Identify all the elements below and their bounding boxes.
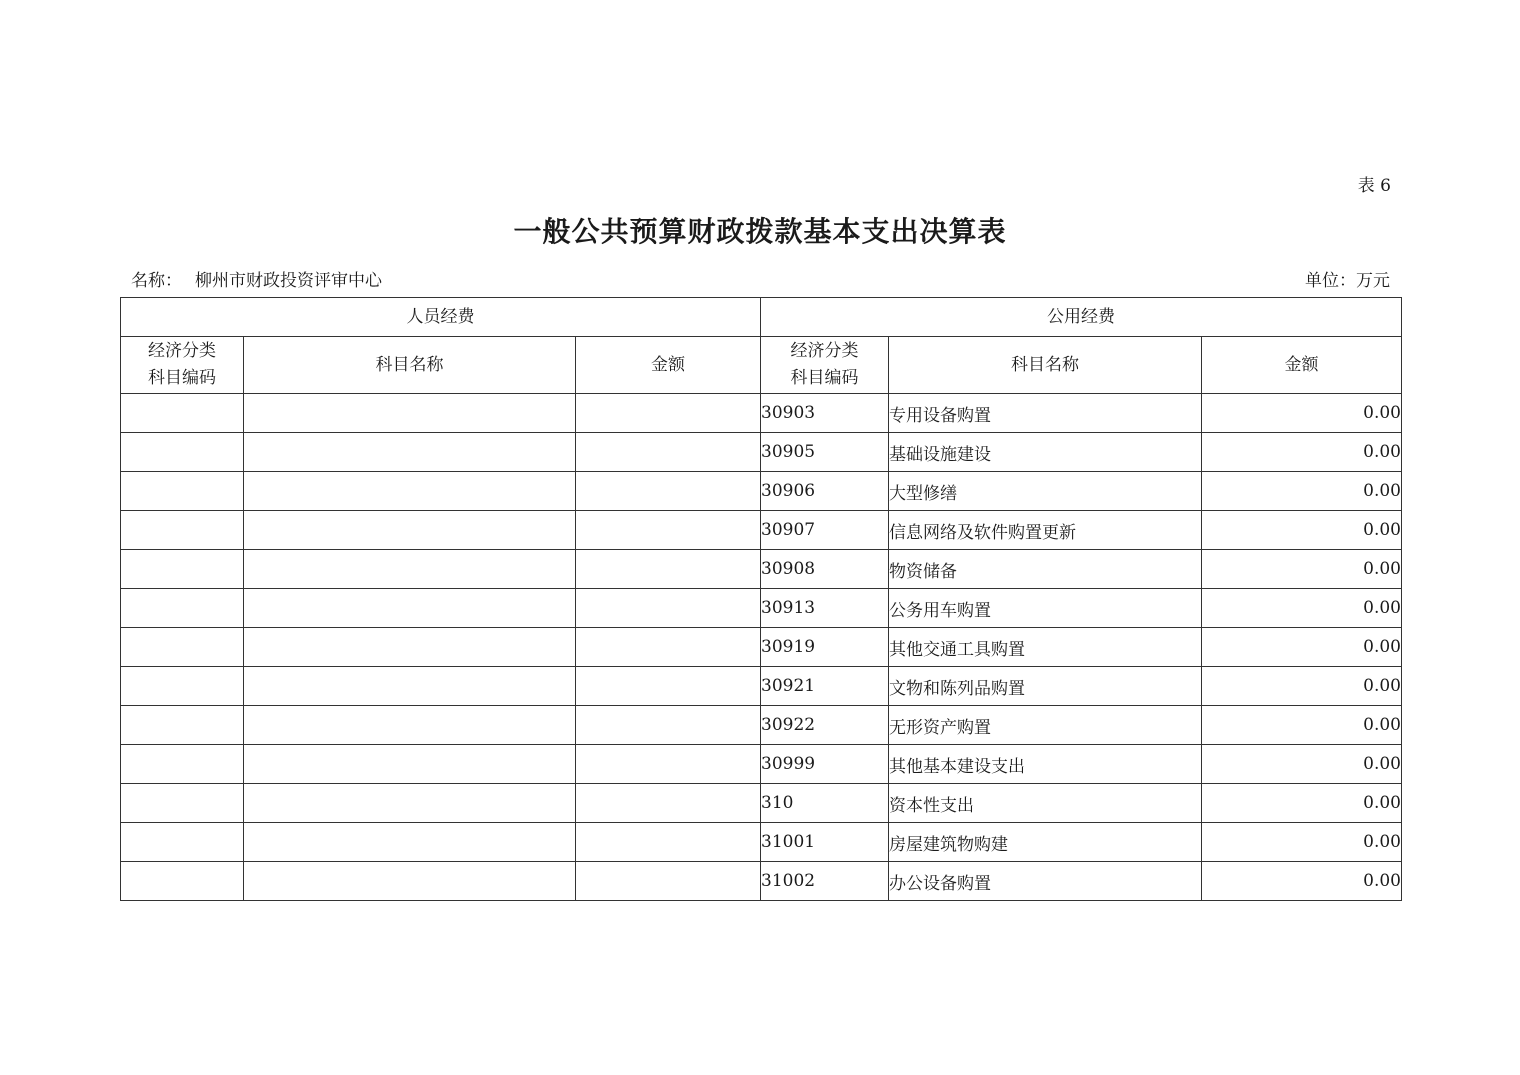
code-cell: 31001	[761, 823, 889, 862]
amount-cell: 0.00	[1202, 472, 1402, 511]
left-code-cell	[121, 511, 244, 550]
amount-cell: 0.00	[1202, 823, 1402, 862]
left-code-cell	[121, 823, 244, 862]
name-cell: 公务用车购置	[889, 589, 1202, 628]
right-code-header	[761, 337, 889, 394]
left-code-cell	[121, 394, 244, 433]
left-code-header-line1: 经济分类	[148, 341, 216, 361]
left-code-cell	[121, 706, 244, 745]
name-cell: 信息网络及软件购置更新	[889, 511, 1202, 550]
amount-cell: 0.00	[1202, 394, 1402, 433]
name-cell: 无形资产购置	[889, 706, 1202, 745]
amount-cell: 0.00	[1202, 706, 1402, 745]
left-code-cell	[121, 433, 244, 472]
table-row	[121, 472, 1402, 511]
name-cell: 办公设备购置	[889, 862, 1202, 901]
table-row	[121, 511, 1402, 550]
table-row	[121, 550, 1402, 589]
left-amount-cell	[576, 667, 761, 706]
left-amount-cell	[576, 628, 761, 667]
amount-cell: 0.00	[1202, 628, 1402, 667]
table-row	[121, 745, 1402, 784]
left-name-cell	[244, 472, 576, 511]
table-row	[121, 706, 1402, 745]
left-name-cell	[244, 862, 576, 901]
left-name-cell	[244, 511, 576, 550]
code-cell: 30922	[761, 706, 889, 745]
table-row	[121, 862, 1402, 901]
amount-cell: 0.00	[1202, 862, 1402, 901]
left-code-cell	[121, 745, 244, 784]
name-cell: 大型修缮	[889, 472, 1202, 511]
left-amount-cell	[576, 511, 761, 550]
left-name-cell	[244, 706, 576, 745]
left-name-cell	[244, 550, 576, 589]
name-cell: 其他基本建设支出	[889, 745, 1202, 784]
group-header-row	[121, 298, 1402, 337]
left-code-cell	[121, 472, 244, 511]
table-number: 表 6	[1357, 176, 1391, 196]
left-code-cell	[121, 862, 244, 901]
name-cell: 文物和陈列品购置	[889, 667, 1202, 706]
name-cell: 物资储备	[889, 550, 1202, 589]
left-amount-cell	[576, 745, 761, 784]
code-cell: 30907	[761, 511, 889, 550]
left-name-cell	[244, 394, 576, 433]
table-row	[121, 394, 1402, 433]
left-name-cell	[244, 745, 576, 784]
left-amount-cell	[576, 706, 761, 745]
table-row	[121, 784, 1402, 823]
right-code-header-line2: 科目编码	[790, 368, 859, 388]
table-row	[121, 823, 1402, 862]
budget-table	[120, 297, 1402, 901]
left-amount-cell	[576, 784, 761, 823]
name-cell: 其他交通工具购置	[889, 628, 1202, 667]
left-code-header-line2: 科目编码	[148, 368, 216, 388]
code-cell: 30908	[761, 550, 889, 589]
left-name-cell	[244, 667, 576, 706]
table-row	[121, 589, 1402, 628]
left-amount-cell	[576, 589, 761, 628]
unit-label: 单位：万元	[1305, 271, 1390, 291]
left-amount-cell	[576, 823, 761, 862]
group-personnel-header: 人员经费	[121, 298, 761, 337]
left-name-cell	[244, 823, 576, 862]
code-cell: 30905	[761, 433, 889, 472]
left-code-cell	[121, 784, 244, 823]
amount-cell: 0.00	[1202, 511, 1402, 550]
page-title: 一般公共预算财政拨款基本支出决算表	[513, 215, 1007, 248]
left-name-cell	[244, 433, 576, 472]
left-name-cell	[244, 784, 576, 823]
amount-cell: 0.00	[1202, 550, 1402, 589]
column-header-row	[121, 337, 1402, 394]
table-row	[121, 628, 1402, 667]
left-code-cell	[121, 628, 244, 667]
left-name-header: 科目名称	[244, 337, 576, 394]
code-cell: 31002	[761, 862, 889, 901]
table-row	[121, 667, 1402, 706]
name-cell: 专用设备购置	[889, 394, 1202, 433]
right-amount-header: 金额	[1202, 337, 1402, 394]
amount-cell: 0.00	[1202, 433, 1402, 472]
left-name-cell	[244, 589, 576, 628]
name-cell: 房屋建筑物购建	[889, 823, 1202, 862]
right-code-header-line1: 经济分类	[790, 341, 859, 361]
org-label: 名称：	[131, 271, 182, 291]
amount-cell: 0.00	[1202, 667, 1402, 706]
amount-cell: 0.00	[1202, 784, 1402, 823]
name-cell: 资本性支出	[889, 784, 1202, 823]
left-amount-cell	[576, 862, 761, 901]
meta-row	[131, 266, 1390, 290]
left-amount-cell	[576, 550, 761, 589]
code-cell: 30919	[761, 628, 889, 667]
left-code-cell	[121, 550, 244, 589]
left-amount-header: 金额	[576, 337, 761, 394]
org-name: 柳州市财政投资评审中心	[195, 271, 382, 291]
group-public-header: 公用经费	[761, 298, 1402, 337]
right-name-header: 科目名称	[889, 337, 1202, 394]
code-cell: 30913	[761, 589, 889, 628]
left-code-header	[121, 337, 244, 394]
amount-cell: 0.00	[1202, 589, 1402, 628]
code-cell: 310	[761, 784, 889, 823]
left-code-cell	[121, 589, 244, 628]
code-cell: 30906	[761, 472, 889, 511]
name-cell: 基础设施建设	[889, 433, 1202, 472]
left-code-cell	[121, 667, 244, 706]
left-name-cell	[244, 628, 576, 667]
amount-cell: 0.00	[1202, 745, 1402, 784]
left-amount-cell	[576, 394, 761, 433]
code-cell: 30903	[761, 394, 889, 433]
code-cell: 30999	[761, 745, 889, 784]
table-row	[121, 433, 1402, 472]
code-cell: 30921	[761, 667, 889, 706]
left-amount-cell	[576, 472, 761, 511]
left-amount-cell	[576, 433, 761, 472]
